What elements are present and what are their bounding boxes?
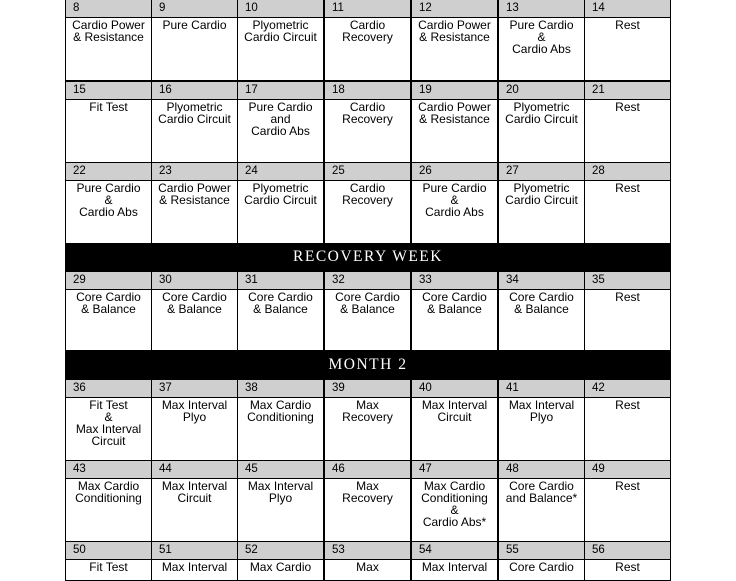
calendar-day-cell [411,460,498,542]
calendar-day-cell [584,541,671,581]
calendar-day-cell [237,162,324,244]
day-number: 37 [152,380,237,398]
calendar-day-cell [65,541,152,581]
calendar-day-cell [324,81,411,163]
day-number: 15 [66,82,151,100]
workout-name: Cardio Recovery [342,100,393,126]
workout-name: Cardio Power & Resistance [418,100,491,126]
workout-name: Pure Cardio & Cardio Abs [76,181,141,219]
day-number: 18 [325,82,410,100]
calendar-day-cell [237,541,324,581]
day-number: 52 [238,542,323,560]
calendar-day-cell [237,379,324,461]
day-number: 16 [152,82,237,100]
day-number: 34 [499,272,584,290]
day-number: 40 [412,380,497,398]
calendar-day-cell [324,162,411,244]
day-number: 33 [412,272,497,290]
workout-name: Max Recovery [342,398,393,424]
day-number: 47 [412,461,497,479]
calendar-day-cell [411,162,498,244]
workout-name: Core Cardio & Balance [248,290,313,316]
calendar-day-cell [151,271,238,351]
day-number: 22 [66,163,151,181]
calendar-day-cell [65,162,152,244]
calendar-day-cell [324,541,411,581]
day-number: 24 [238,163,323,181]
calendar-day-cell [498,541,585,581]
calendar-day-cell [324,460,411,542]
day-number: 31 [238,272,323,290]
day-number: 23 [152,163,237,181]
calendar-day-cell [151,460,238,542]
workout-name: Core Cardio & Balance [76,290,141,316]
workout-name: Cardio Power & Resistance [418,18,491,44]
day-number: 55 [499,542,584,560]
day-number: 12 [412,0,497,18]
day-number: 41 [499,380,584,398]
workout-name: Max Interval Plyo [161,398,228,424]
calendar-day-cell [498,0,585,81]
calendar-day-cell [324,0,411,81]
day-number: 54 [412,542,497,560]
calendar-day-cell [411,541,498,581]
calendar-day-cell [65,271,152,351]
calendar-day-cell [498,81,585,163]
workout-name: Plyometric Cardio Circuit [158,100,231,126]
day-number: 17 [238,82,323,100]
calendar-day-cell [151,162,238,244]
calendar-day-cell [498,379,585,461]
calendar-day-cell [411,379,498,461]
day-number: 11 [325,0,410,18]
workout-name: Plyometric Cardio Circuit [244,18,317,44]
workout-name: Max Interval Circuit [161,479,228,505]
day-number: 20 [499,82,584,100]
calendar-day-cell [324,379,411,461]
workout-name: Pure Cardio & Cardio Abs [509,18,574,56]
workout-name: Fit Test [89,100,128,114]
calendar-day-cell [237,271,324,351]
day-number: 13 [499,0,584,18]
workout-name: Core Cardio & Balance [422,290,487,316]
workout-name: Rest [615,290,640,304]
workout-name: Plyometric Cardio Circuit [244,181,317,207]
calendar-day-cell [498,162,585,244]
workout-name: Cardio Power & Resistance [158,181,231,207]
calendar-day-cell [584,271,671,351]
day-number: 9 [152,0,237,18]
calendar-day-cell [151,0,238,81]
day-number: 28 [585,163,670,181]
workout-name: Cardio Recovery [342,18,393,44]
calendar-day-cell [584,460,671,542]
day-number: 35 [585,272,670,290]
workout-name: Max Recovery [342,479,393,505]
workout-name: Core Cardio & Balance [509,290,574,316]
calendar-day-cell [411,0,498,81]
workout-name: Core Cardio and Balance* [505,479,578,505]
calendar-day-cell [498,271,585,351]
calendar-day-cell [237,460,324,542]
day-number: 10 [238,0,323,18]
calendar-day-cell [65,379,152,461]
day-number: 19 [412,82,497,100]
workout-name: Max [356,560,379,574]
day-number: 32 [325,272,410,290]
calendar-day-cell [151,541,238,581]
day-number: 21 [585,82,670,100]
workout-name: Core Cardio & Balance [162,290,227,316]
banner-recovery-week: RECOVERY WEEK [65,243,671,271]
workout-name: Rest [615,479,640,493]
workout-name: Rest [615,181,640,195]
day-number: 38 [238,380,323,398]
workout-name: Pure Cardio and Cardio Abs [248,100,313,138]
day-number: 53 [325,542,410,560]
workout-name: Pure Cardio [162,18,227,32]
day-number: 56 [585,542,670,560]
day-number: 25 [325,163,410,181]
calendar-day-cell [498,460,585,542]
calendar-day-cell [584,81,671,163]
workout-name: Max Interval [421,560,488,574]
day-number: 50 [66,542,151,560]
day-number: 44 [152,461,237,479]
day-number: 46 [325,461,410,479]
calendar-day-cell [65,81,152,163]
calendar-day-cell [237,0,324,81]
calendar-day-cell [65,460,152,542]
workout-name: Fit Test & Max Interval Circuit [75,398,142,448]
workout-name: Max Interval Plyo [508,398,575,424]
workout-name: Core Cardio & Balance [335,290,400,316]
day-number: 49 [585,461,670,479]
workout-name: Max Cardio [249,560,312,574]
workout-name: Cardio Power & Resistance [72,18,145,44]
day-number: 51 [152,542,237,560]
day-number: 36 [66,380,151,398]
calendar-day-cell [584,379,671,461]
banner-month-2: MONTH 2 [65,351,671,379]
workout-name: Max Cardio Conditioning & Cardio Abs* [421,479,488,529]
workout-name: Cardio Recovery [342,181,393,207]
day-number: 48 [499,461,584,479]
calendar-day-cell [411,81,498,163]
day-number: 30 [152,272,237,290]
day-number: 14 [585,0,670,18]
calendar-day-cell [237,81,324,163]
day-number: 8 [66,0,151,18]
day-number: 29 [66,272,151,290]
day-number: 39 [325,380,410,398]
workout-name: Plyometric Cardio Circuit [505,181,578,207]
workout-name: Rest [615,560,640,574]
calendar-day-cell [584,0,671,81]
calendar-day-cell [65,0,152,81]
workout-name: Fit Test [89,560,128,574]
workout-name: Max Interval Plyo [247,479,314,505]
workout-name: Max Cardio Conditioning [75,479,142,505]
calendar-day-cell [584,162,671,244]
workout-name: Max Interval Circuit [421,398,488,424]
calendar-day-cell [411,271,498,351]
calendar-day-cell [151,81,238,163]
day-number: 43 [66,461,151,479]
workout-name: Core Cardio [509,560,574,574]
workout-name: Rest [615,18,640,32]
workout-name: Pure Cardio & Cardio Abs [422,181,487,219]
calendar-day-cell [324,271,411,351]
workout-name: Plyometric Cardio Circuit [505,100,578,126]
workout-name: Rest [615,398,640,412]
workout-name: Max Interval [161,560,228,574]
day-number: 45 [238,461,323,479]
day-number: 27 [499,163,584,181]
calendar-day-cell [151,379,238,461]
day-number: 42 [585,380,670,398]
day-number: 26 [412,163,497,181]
workout-name: Max Cardio Conditioning [247,398,314,424]
workout-name: Rest [615,100,640,114]
